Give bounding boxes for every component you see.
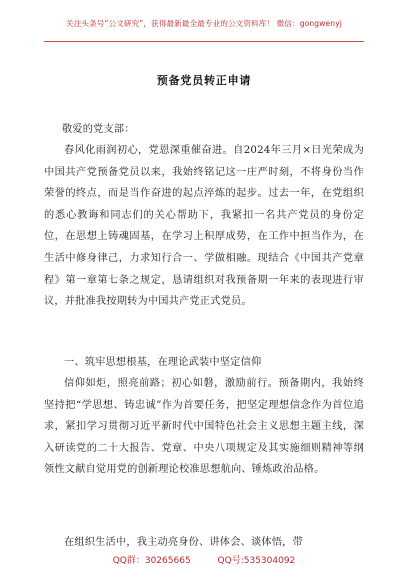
body-paragraph-1: 春风化雨润初心，党恩深重催奋进。自2024年三月×日光荣成为中国共产党预备党员以来，我始终铭记这一庄严时刻，不将身份当作荣誉的终点，而是当作奋进的起点淬炼的起步。过去一年，在党组织的悉心教诲和同志们的关心帮助下，我紧扣一名共产党员的身份定位，在思想上铸魂固基，在学习上积厚成势，在工作中担当作为，在生活中修身律己，力求知行合一、学做相融。现结合《中国共产党章程》第一章第七条之规定，恳请组织对我预备期一年来的表现进行审议，并批准我按期转为中国共产党正式党员。 — [44, 145, 364, 308]
body-paragraph-3: 在组织生活中，我主动亮身份、讲体会、谈体悟，带 — [64, 537, 303, 548]
footer-contact — [0, 553, 408, 566]
section-heading-1: 一、筑牢思想根基，在理论武装中坚定信仰 — [64, 357, 262, 368]
header-note: 关注头条号“公文研究”，获得最新最全最专业的公文资料库！ 微信：gongwenyj — [66, 19, 342, 28]
footer-qq-number: QQ号:535304092 — [217, 556, 296, 566]
body-paragraph-2: 信仰如炬，照亮前路；初心如磐，激励前行。预备期内，我始终坚持把“学思想、铸忠诚”作为首要任务，把坚定理想信念作为首位追求，紧扣学习贯彻习近平新时代中国特色社会主义思想主题主线，深入研读党的二十大报告、党章、中央八项规定及其实施细则精神等纲领性文献自觉用党的创新理论校准思想航向、锤炼政治品格。 — [44, 378, 364, 476]
salutation: 敬爱的党支部： — [62, 124, 135, 135]
footer-qq-group: QQ群：30265665 — [112, 556, 191, 566]
document-title: 预备党员转正申请 — [156, 74, 252, 87]
header-divider — [44, 41, 364, 42]
